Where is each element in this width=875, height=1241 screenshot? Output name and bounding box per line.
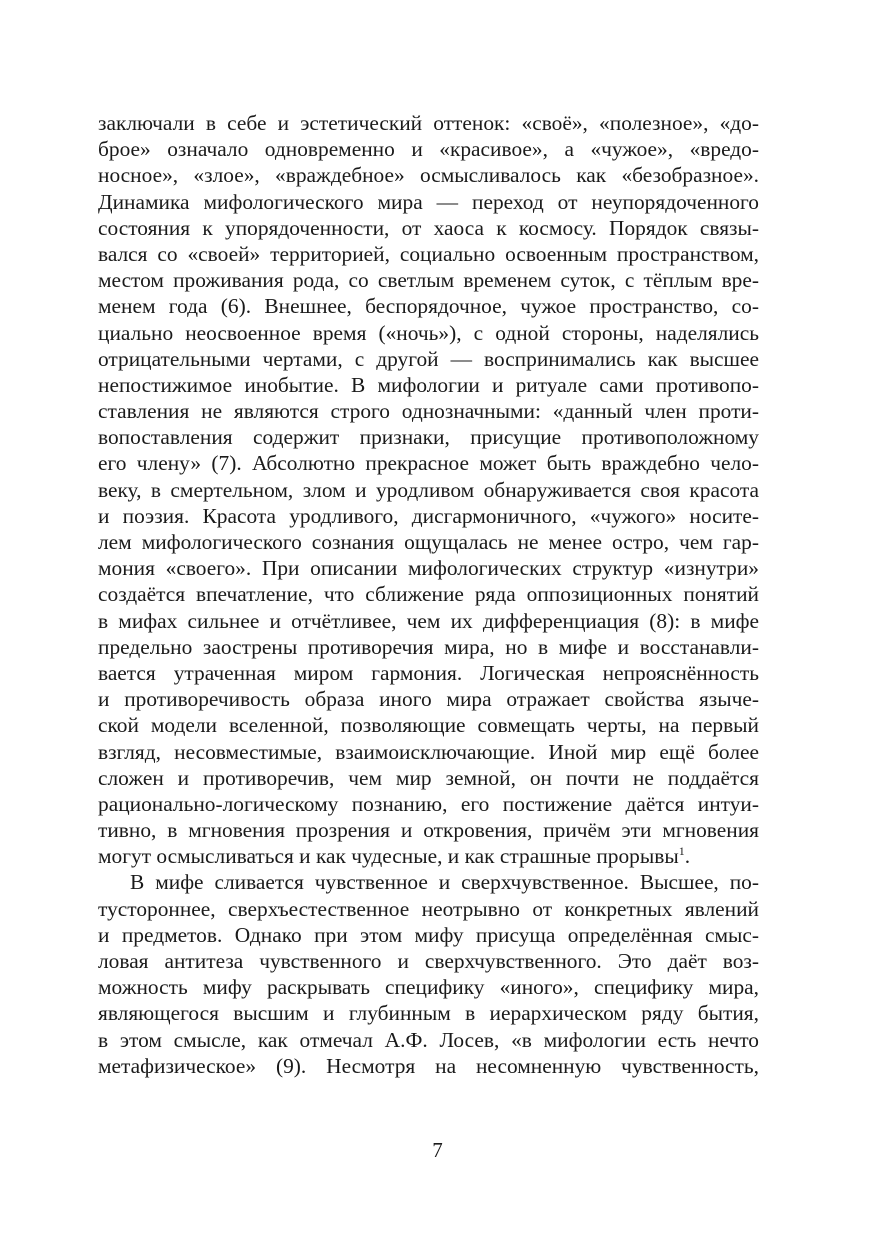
text-line: сложен и противоречив, чем мир земной, он почти не поддаётся bbox=[98, 765, 759, 790]
text-line: местом проживания рода, со светлым временем суток, с тёплым вре- bbox=[98, 268, 759, 293]
text-line: можность мифу раскрывать специфику «иного», специфику мира, bbox=[98, 975, 759, 1000]
text-line: и предметов. Однако при этом мифу присуща определённая смыс- bbox=[98, 922, 759, 947]
text-line: В мифе сливается чувственное и сверхчувственное. Высшее, по- bbox=[130, 870, 759, 895]
text-line: Динамика мифологического мира — переход от неупорядоченного bbox=[98, 189, 759, 214]
text-line: вался со «своей» территорией, социально освоенным пространством, bbox=[98, 241, 759, 266]
text-line: его члену» (7). Абсолютно прекрасное может быть враждебно чело- bbox=[98, 451, 759, 476]
footnote-reference[interactable]: 1 bbox=[678, 844, 685, 859]
text-line: веку, в смертельном, злом и уродливом обнаруживается своя красота bbox=[98, 477, 759, 502]
text-line: заключали в себе и эстетический оттенок: «своё», «полезное», «до- bbox=[98, 111, 759, 135]
text-line: ловая антитеза чувственного и сверхчувственного. Это даёт воз- bbox=[98, 949, 759, 973]
last-line-text: могут осмысливаться и как чудесные, и как страшные прорывы bbox=[98, 844, 679, 869]
text-line: циально неосвоенное время («ночь»), с одной стороны, наделялись bbox=[98, 320, 759, 345]
text-line: в этом смысле, как отмечал А.Ф. Лосев, «в мифологии есть нечто bbox=[98, 1027, 759, 1052]
text-line: непостижимое инобытие. В мифологии и ритуале сами противопо- bbox=[98, 372, 759, 397]
text-line: в мифах сильнее и отчётливее, чем их дифференциация (8): в мифе bbox=[98, 608, 759, 633]
text-line-last bbox=[98, 843, 759, 869]
paragraph-1 bbox=[98, 110, 759, 869]
text-line: предельно заострены противоречия мира, но в мифе и восстанавли- bbox=[98, 634, 759, 659]
text-line: и противоречивость образа иного мира отражает свойства языче- bbox=[98, 687, 759, 712]
text-line: тивно, в мгновения прозрения и откровения, причём эти мгновения bbox=[98, 818, 759, 843]
text-line: создаётся впечатление, что сближение ряда оппозиционных понятий bbox=[98, 582, 759, 607]
text-line: и поэзия. Красота уродливого, дисгармоничного, «чужого» носите- bbox=[98, 503, 759, 528]
text-line: носное», «злое», «враждебное» осмысливалось как «безобразное». bbox=[98, 163, 759, 188]
text-line: тустороннее, сверхъестественное неотрывно от конкретных явлений bbox=[98, 896, 759, 921]
text-line: ставления не являются строго однозначными: «данный член проти- bbox=[98, 399, 759, 424]
page-number: 7 bbox=[432, 1138, 443, 1162]
text-line: вается утраченная миром гармония. Логическая непрояснённость bbox=[98, 660, 759, 685]
text-line: являющегося высшим и глубинным в иерархическом ряду бытия, bbox=[98, 1001, 759, 1026]
text-line: менем года (6). Внешнее, беспорядочное, чужое пространство, со- bbox=[98, 294, 759, 319]
text-line: вопоставления содержит признаки, присущие противоположному bbox=[98, 425, 759, 450]
text-line: мония «своего». При описании мифологических структур «изнутри» bbox=[98, 556, 759, 581]
text-line: взгляд, несовместимые, взаимоисключающие. Иной мир ещё более bbox=[98, 739, 759, 764]
last-line-end: . bbox=[684, 844, 691, 869]
text-line: брое» означало одновременно и «красивое», а «чужое», «вредо- bbox=[98, 137, 759, 162]
paragraph-2 bbox=[98, 869, 759, 1079]
text-line: ской модели вселенной, позволяющие совмещать черты, на первый bbox=[98, 713, 759, 738]
text-line: лем мифологического сознания ощущалась не менее остро, чем гар- bbox=[98, 530, 759, 554]
text-line: состояния к упорядоченности, от хаоса к космосу. Порядок связы- bbox=[98, 215, 759, 240]
text-line: рационально-логическому познанию, его постижение даётся интуи- bbox=[98, 791, 759, 816]
text-line: метафизическое» (9). Несмотря на несомненную чувственность, bbox=[98, 1053, 759, 1078]
text-line: отрицательными чертами, с другой — воспринимались как высшее bbox=[98, 346, 759, 371]
body-text bbox=[98, 110, 759, 1079]
